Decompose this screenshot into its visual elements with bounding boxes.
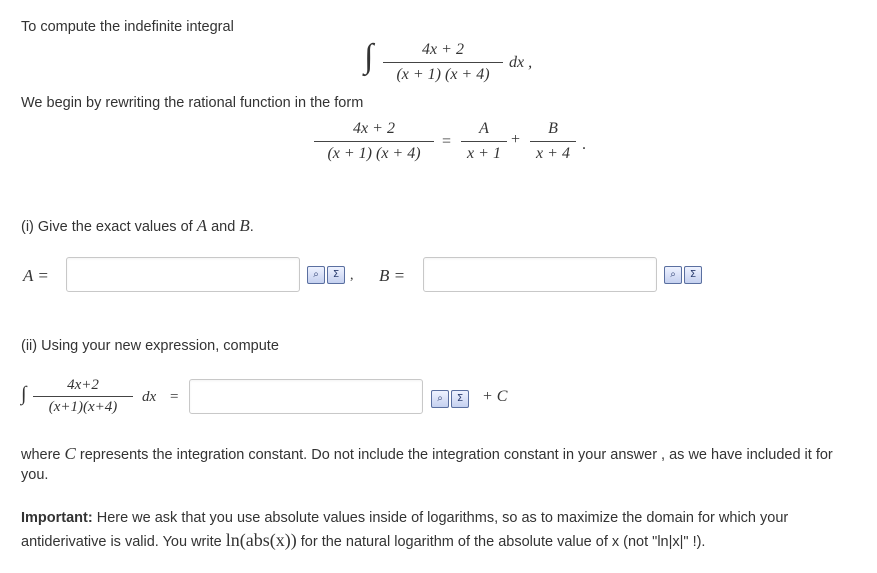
- important-label: Important:: [21, 510, 93, 526]
- integral-sign-small: ∫: [21, 383, 27, 405]
- part2-integrand-fraction: [33, 377, 133, 416]
- note-pre: where: [21, 447, 65, 463]
- term-a-denominator: x + 1: [467, 145, 501, 162]
- important-text2-pre: antiderivative is valid. You write: [21, 534, 226, 550]
- part1-prompt-post: .: [249, 219, 254, 235]
- constant-note-line2: you.: [21, 467, 49, 483]
- b-label: B =: [379, 266, 406, 285]
- integrand-denominator: (x + 1) (x + 4): [396, 66, 490, 83]
- part2-dx: dx: [142, 389, 157, 405]
- part2-numerator: 4x+2: [67, 377, 99, 393]
- var-c: C: [64, 444, 76, 463]
- ln-abs-text: ln(abs(x)): [225, 530, 297, 550]
- term-b-numerator: B: [548, 120, 558, 137]
- part1-prompt-pre: (i) Give the exact values of: [21, 219, 197, 235]
- equals-sign: =: [442, 133, 452, 150]
- var-a: A: [196, 216, 208, 235]
- preview-icon[interactable]: ⌕: [307, 266, 325, 284]
- integrand-fraction: [383, 41, 503, 84]
- note-post: represents the integration constant. Do not include the integration constant in your answer , as we have included it for: [75, 447, 833, 463]
- term-a-fraction: [461, 120, 507, 163]
- preview-icon[interactable]: ⌕: [664, 266, 682, 284]
- plus-sign: +: [511, 131, 521, 148]
- period: .: [582, 136, 586, 153]
- var-b: B: [239, 216, 250, 235]
- important-line1: [21, 510, 788, 526]
- integral-answer-input[interactable]: [189, 379, 423, 414]
- rewrite-text: We begin by rewriting the rational function in the form: [21, 95, 364, 111]
- b-input-tools: [664, 266, 702, 284]
- term-a-numerator: A: [479, 120, 489, 137]
- part2-equals: =: [170, 389, 179, 405]
- important-line2: [21, 530, 705, 551]
- term-b-fraction: [530, 120, 576, 163]
- a-answer-input[interactable]: [66, 257, 300, 292]
- preview-icon[interactable]: ⌕: [431, 390, 449, 408]
- sigma-icon[interactable]: Σ: [327, 266, 345, 284]
- important-text2-post: for the natural logarithm of the absolute value of x (not "ln|x|" !).: [296, 534, 706, 550]
- plus-c: + C: [482, 388, 508, 405]
- integral-dx: dx ,: [509, 54, 533, 71]
- sigma-icon[interactable]: Σ: [684, 266, 702, 284]
- a-label: A =: [23, 266, 49, 285]
- intro-text: To compute the indefinite integral: [21, 19, 234, 35]
- part1-prompt: [21, 216, 254, 236]
- decomp-lhs-denominator: (x + 1) (x + 4): [327, 145, 421, 162]
- part1-and: and: [207, 219, 240, 235]
- integrand-numerator: 4x + 2: [422, 41, 464, 58]
- part2-denominator: (x+1)(x+4): [48, 399, 118, 415]
- constant-note: [21, 444, 833, 464]
- integral-input-tools: [431, 390, 469, 408]
- ln-abs-expression: [226, 530, 297, 550]
- comma: ,: [350, 268, 354, 283]
- a-input-tools: [307, 266, 345, 284]
- sigma-icon[interactable]: Σ: [451, 390, 469, 408]
- integral-sign: ∫: [364, 38, 374, 75]
- part2-prompt: (ii) Using your new expression, compute: [21, 338, 279, 354]
- important-text1: Here we ask that you use absolute values inside of logarithms, so as to maximize the domain for which your: [92, 510, 789, 526]
- b-answer-input[interactable]: [423, 257, 657, 292]
- term-b-denominator: x + 4: [536, 145, 570, 162]
- decomp-lhs-numerator: 4x + 2: [353, 120, 395, 137]
- decomp-lhs-fraction: [314, 120, 434, 163]
